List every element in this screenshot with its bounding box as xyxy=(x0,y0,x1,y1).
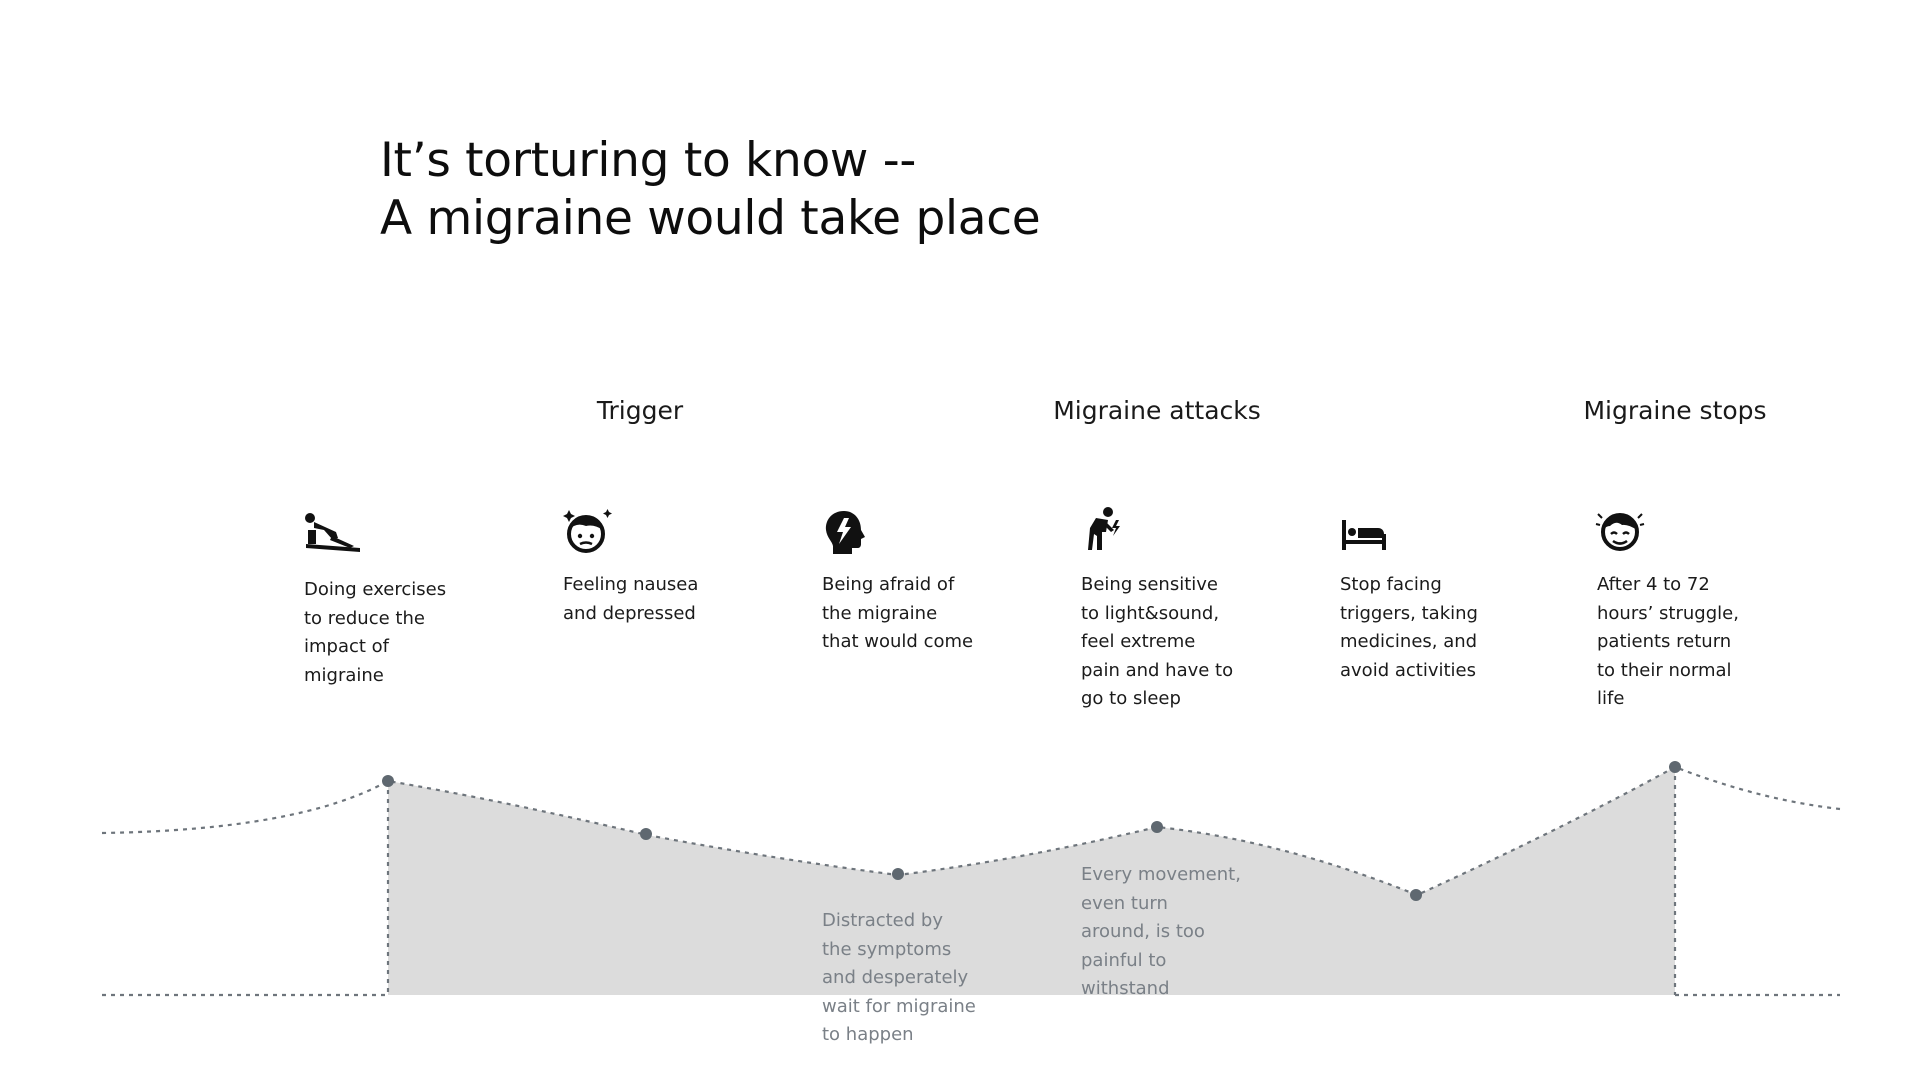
plank-exercise-icon xyxy=(302,508,362,556)
relieved-face-icon xyxy=(1594,506,1654,554)
curve-fill-area xyxy=(388,767,1675,995)
dizzy-face-icon xyxy=(560,508,620,556)
step-text-afraid: Being afraid of the migraine that would come xyxy=(822,574,974,652)
step-text-nausea: Feeling nausea and depressed xyxy=(563,574,699,624)
phase-label-migraine-attacks: Migraine attacks xyxy=(1053,396,1261,425)
curve-point-3 xyxy=(892,868,904,880)
title-line-2: A migraine would take place xyxy=(380,191,1041,246)
step-text-sensitive: Being sensitive to light&sound, feel extreme pain and have to go to sleep xyxy=(1081,574,1234,709)
bed-icon xyxy=(1338,508,1398,556)
head-lightning-icon xyxy=(820,508,880,556)
curve-point-6 xyxy=(1669,761,1681,773)
note-text-distracted: Distracted by the symptoms and desperately wait for migraine to happen xyxy=(822,910,976,1045)
step-text-return-normal: After 4 to 72 hours’ struggle, patients return to their normal life xyxy=(1597,574,1739,709)
phase-label-migraine-stops: Migraine stops xyxy=(1583,396,1767,425)
curve-point-4 xyxy=(1151,821,1163,833)
title-line-1: It’s torturing to know -- xyxy=(380,133,917,188)
curve-point-2 xyxy=(640,828,652,840)
note-text-every-movement: Every movement, even turn around, is too painful to withstand xyxy=(1081,864,1241,999)
person-bent-pain-icon xyxy=(1078,506,1138,554)
step-text-stop-triggers: Stop facing triggers, taking medicines, and avoid activities xyxy=(1340,574,1478,681)
curve-point-1 xyxy=(382,775,394,787)
phase-label-trigger: Trigger xyxy=(596,396,684,425)
curve-point-5 xyxy=(1410,889,1422,901)
step-text-exercise: Doing exercises to reduce the impact of migraine xyxy=(304,579,447,686)
